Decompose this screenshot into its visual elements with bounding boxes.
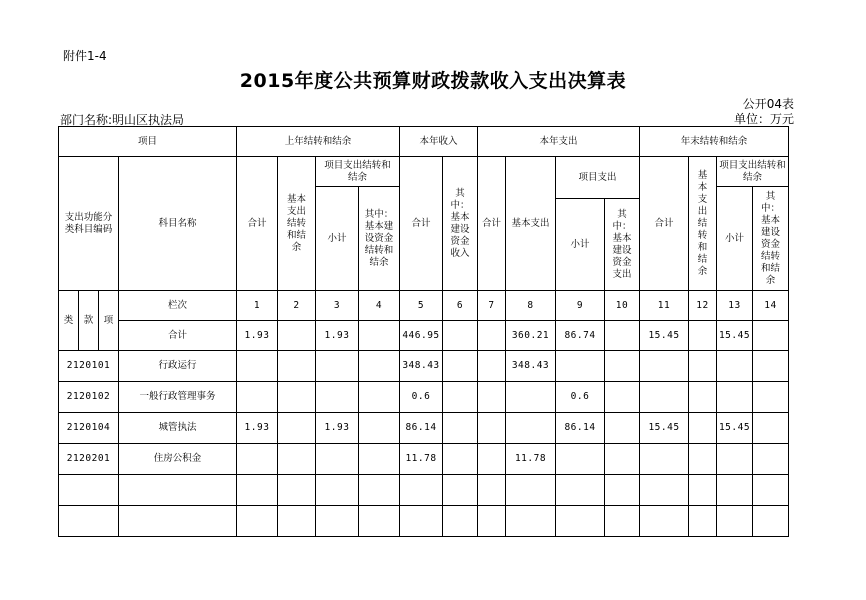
row-name: 一般行政管理事务 [119, 382, 237, 413]
cell [605, 506, 640, 537]
col-index: 3 [316, 291, 359, 321]
col-index: 2 [278, 291, 316, 321]
table-row [59, 475, 789, 506]
cell [359, 475, 400, 506]
col-index: 4 [359, 291, 400, 321]
row-code [59, 506, 119, 537]
row-code [59, 475, 119, 506]
cell [717, 351, 753, 382]
cell [506, 413, 556, 444]
cell: 11.78 [400, 444, 443, 475]
header-end-balance: 年末结转和结余 [640, 127, 789, 157]
col-index: 8 [506, 291, 556, 321]
cell [556, 475, 605, 506]
cell: 0.6 [400, 382, 443, 413]
header-end-project: 项目支出结转和结余 [717, 157, 789, 187]
cell [556, 351, 605, 382]
cell: 15.45 [640, 321, 689, 351]
cell [359, 382, 400, 413]
cell [278, 413, 316, 444]
row-name [119, 475, 237, 506]
cell [753, 444, 789, 475]
cell [506, 475, 556, 506]
cell: 1.93 [316, 321, 359, 351]
col-index: 9 [556, 291, 605, 321]
attachment-label: 附件1-4 [63, 49, 107, 63]
page-title: 2015年度公共预算财政拨款收入支出决算表 [239, 70, 627, 92]
cell [506, 506, 556, 537]
budget-table [58, 126, 789, 537]
header-exp-total: 合计 [478, 157, 506, 291]
cell [717, 444, 753, 475]
row-code: 2120104 [59, 413, 119, 444]
cell: 86.74 [556, 321, 605, 351]
cell [478, 506, 506, 537]
table-row [59, 321, 789, 351]
cell [478, 475, 506, 506]
cell [400, 475, 443, 506]
cell: 15.45 [640, 413, 689, 444]
cell [478, 351, 506, 382]
table-row [59, 506, 789, 537]
row-name: 住房公积金 [119, 444, 237, 475]
cell [717, 475, 753, 506]
cell [237, 444, 278, 475]
cell [443, 444, 478, 475]
cell [689, 506, 717, 537]
cell [506, 382, 556, 413]
header-prev-capital: 其中：基本建设资金结转和结余 [359, 187, 400, 291]
cell [443, 382, 478, 413]
header-end-capital: 其中：基本建设资金结转和结余 [753, 187, 789, 291]
cell: 348.43 [506, 351, 556, 382]
header-subject-name: 科目名称 [119, 157, 237, 291]
cell [640, 382, 689, 413]
header-capital-exp: 其中：基本建设资金支出 [605, 199, 640, 291]
cell [605, 413, 640, 444]
cell: 348.43 [400, 351, 443, 382]
cell [753, 413, 789, 444]
row-code: 2120101 [59, 351, 119, 382]
cell: 15.45 [717, 321, 753, 351]
cell [278, 475, 316, 506]
cell [605, 475, 640, 506]
cell [237, 351, 278, 382]
cell [237, 382, 278, 413]
cell [278, 351, 316, 382]
cell [753, 321, 789, 351]
header-end-basic: 基本支出结转和结余 [689, 157, 717, 291]
col-index: 12 [689, 291, 717, 321]
cell [753, 382, 789, 413]
cell [278, 444, 316, 475]
cell [689, 321, 717, 351]
header-prev-subtotal: 小计 [316, 187, 359, 291]
header-xiang: 项 [99, 291, 119, 351]
header-kuan: 款 [79, 291, 99, 351]
cell: 1.93 [237, 321, 278, 351]
cell [689, 444, 717, 475]
header-income-total: 合计 [400, 157, 443, 291]
cell [359, 351, 400, 382]
cell [478, 382, 506, 413]
cell [316, 444, 359, 475]
header-prev-balance: 上年结转和结余 [237, 127, 400, 157]
col-index: 11 [640, 291, 689, 321]
cell [278, 382, 316, 413]
cell: 1.93 [316, 413, 359, 444]
header-func-code: 支出功能分类科目编码 [59, 157, 119, 291]
cell [443, 321, 478, 351]
cell [640, 444, 689, 475]
cell [316, 382, 359, 413]
col-index: 14 [753, 291, 789, 321]
cell [359, 413, 400, 444]
cell [689, 413, 717, 444]
header-prev-basic: 基本支出结转和结余 [278, 157, 316, 291]
cell [753, 506, 789, 537]
col-index: 1 [237, 291, 278, 321]
cell [278, 506, 316, 537]
cell: 1.93 [237, 413, 278, 444]
cell [359, 506, 400, 537]
col-index: 13 [717, 291, 753, 321]
cell [640, 351, 689, 382]
header-project-exp: 项目支出 [556, 157, 640, 199]
cell [478, 321, 506, 351]
cell [478, 444, 506, 475]
cell [605, 382, 640, 413]
row-name: 城管执法 [119, 413, 237, 444]
header-item: 项目 [59, 127, 237, 157]
table-code: 公开04表 [742, 97, 794, 111]
cell [443, 413, 478, 444]
cell: 86.14 [556, 413, 605, 444]
cell: 446.95 [400, 321, 443, 351]
cell [316, 475, 359, 506]
cell [443, 475, 478, 506]
cell: 15.45 [717, 413, 753, 444]
cell [640, 506, 689, 537]
cell [753, 351, 789, 382]
row-name: 行政运行 [119, 351, 237, 382]
row-code: 2120102 [59, 382, 119, 413]
cell [689, 382, 717, 413]
cell [478, 413, 506, 444]
row-name [119, 506, 237, 537]
table-row [59, 413, 789, 444]
header-income: 本年收入 [400, 127, 478, 157]
cell [605, 321, 640, 351]
table-row [59, 444, 789, 475]
cell [278, 321, 316, 351]
cell [689, 475, 717, 506]
header-prev-project: 项目支出结转和结余 [316, 157, 400, 187]
department-name: 部门名称:明山区执法局 [60, 113, 185, 127]
table-row [59, 382, 789, 413]
cell [443, 351, 478, 382]
cell: 86.14 [400, 413, 443, 444]
cell [316, 506, 359, 537]
cell [640, 475, 689, 506]
col-index: 10 [605, 291, 640, 321]
cell [359, 444, 400, 475]
cell: 11.78 [506, 444, 556, 475]
cell [316, 351, 359, 382]
cell [237, 475, 278, 506]
header-lei: 类 [59, 291, 79, 351]
header-expenditure: 本年支出 [478, 127, 640, 157]
cell [605, 351, 640, 382]
col-index: 6 [443, 291, 478, 321]
header-basic-exp: 基本支出 [506, 157, 556, 291]
unit-label: 单位：万元 [733, 112, 794, 126]
col-index-label: 栏次 [119, 291, 237, 321]
cell: 360.21 [506, 321, 556, 351]
header-end-subtotal: 小计 [717, 187, 753, 291]
header-project-subtotal: 小计 [556, 199, 605, 291]
cell [717, 506, 753, 537]
header-capital-income: 其中：基本建设资金收入 [443, 157, 478, 291]
cell [605, 444, 640, 475]
cell: 0.6 [556, 382, 605, 413]
row-name: 合计 [119, 321, 237, 351]
cell [237, 506, 278, 537]
cell [443, 506, 478, 537]
row-code: 2120201 [59, 444, 119, 475]
header-end-total: 合计 [640, 157, 689, 291]
header-prev-total: 合计 [237, 157, 278, 291]
col-index: 7 [478, 291, 506, 321]
cell [556, 506, 605, 537]
cell [400, 506, 443, 537]
cell [753, 475, 789, 506]
cell [717, 382, 753, 413]
table-row [59, 351, 789, 382]
col-index: 5 [400, 291, 443, 321]
cell [689, 351, 717, 382]
cell [359, 321, 400, 351]
cell [556, 444, 605, 475]
